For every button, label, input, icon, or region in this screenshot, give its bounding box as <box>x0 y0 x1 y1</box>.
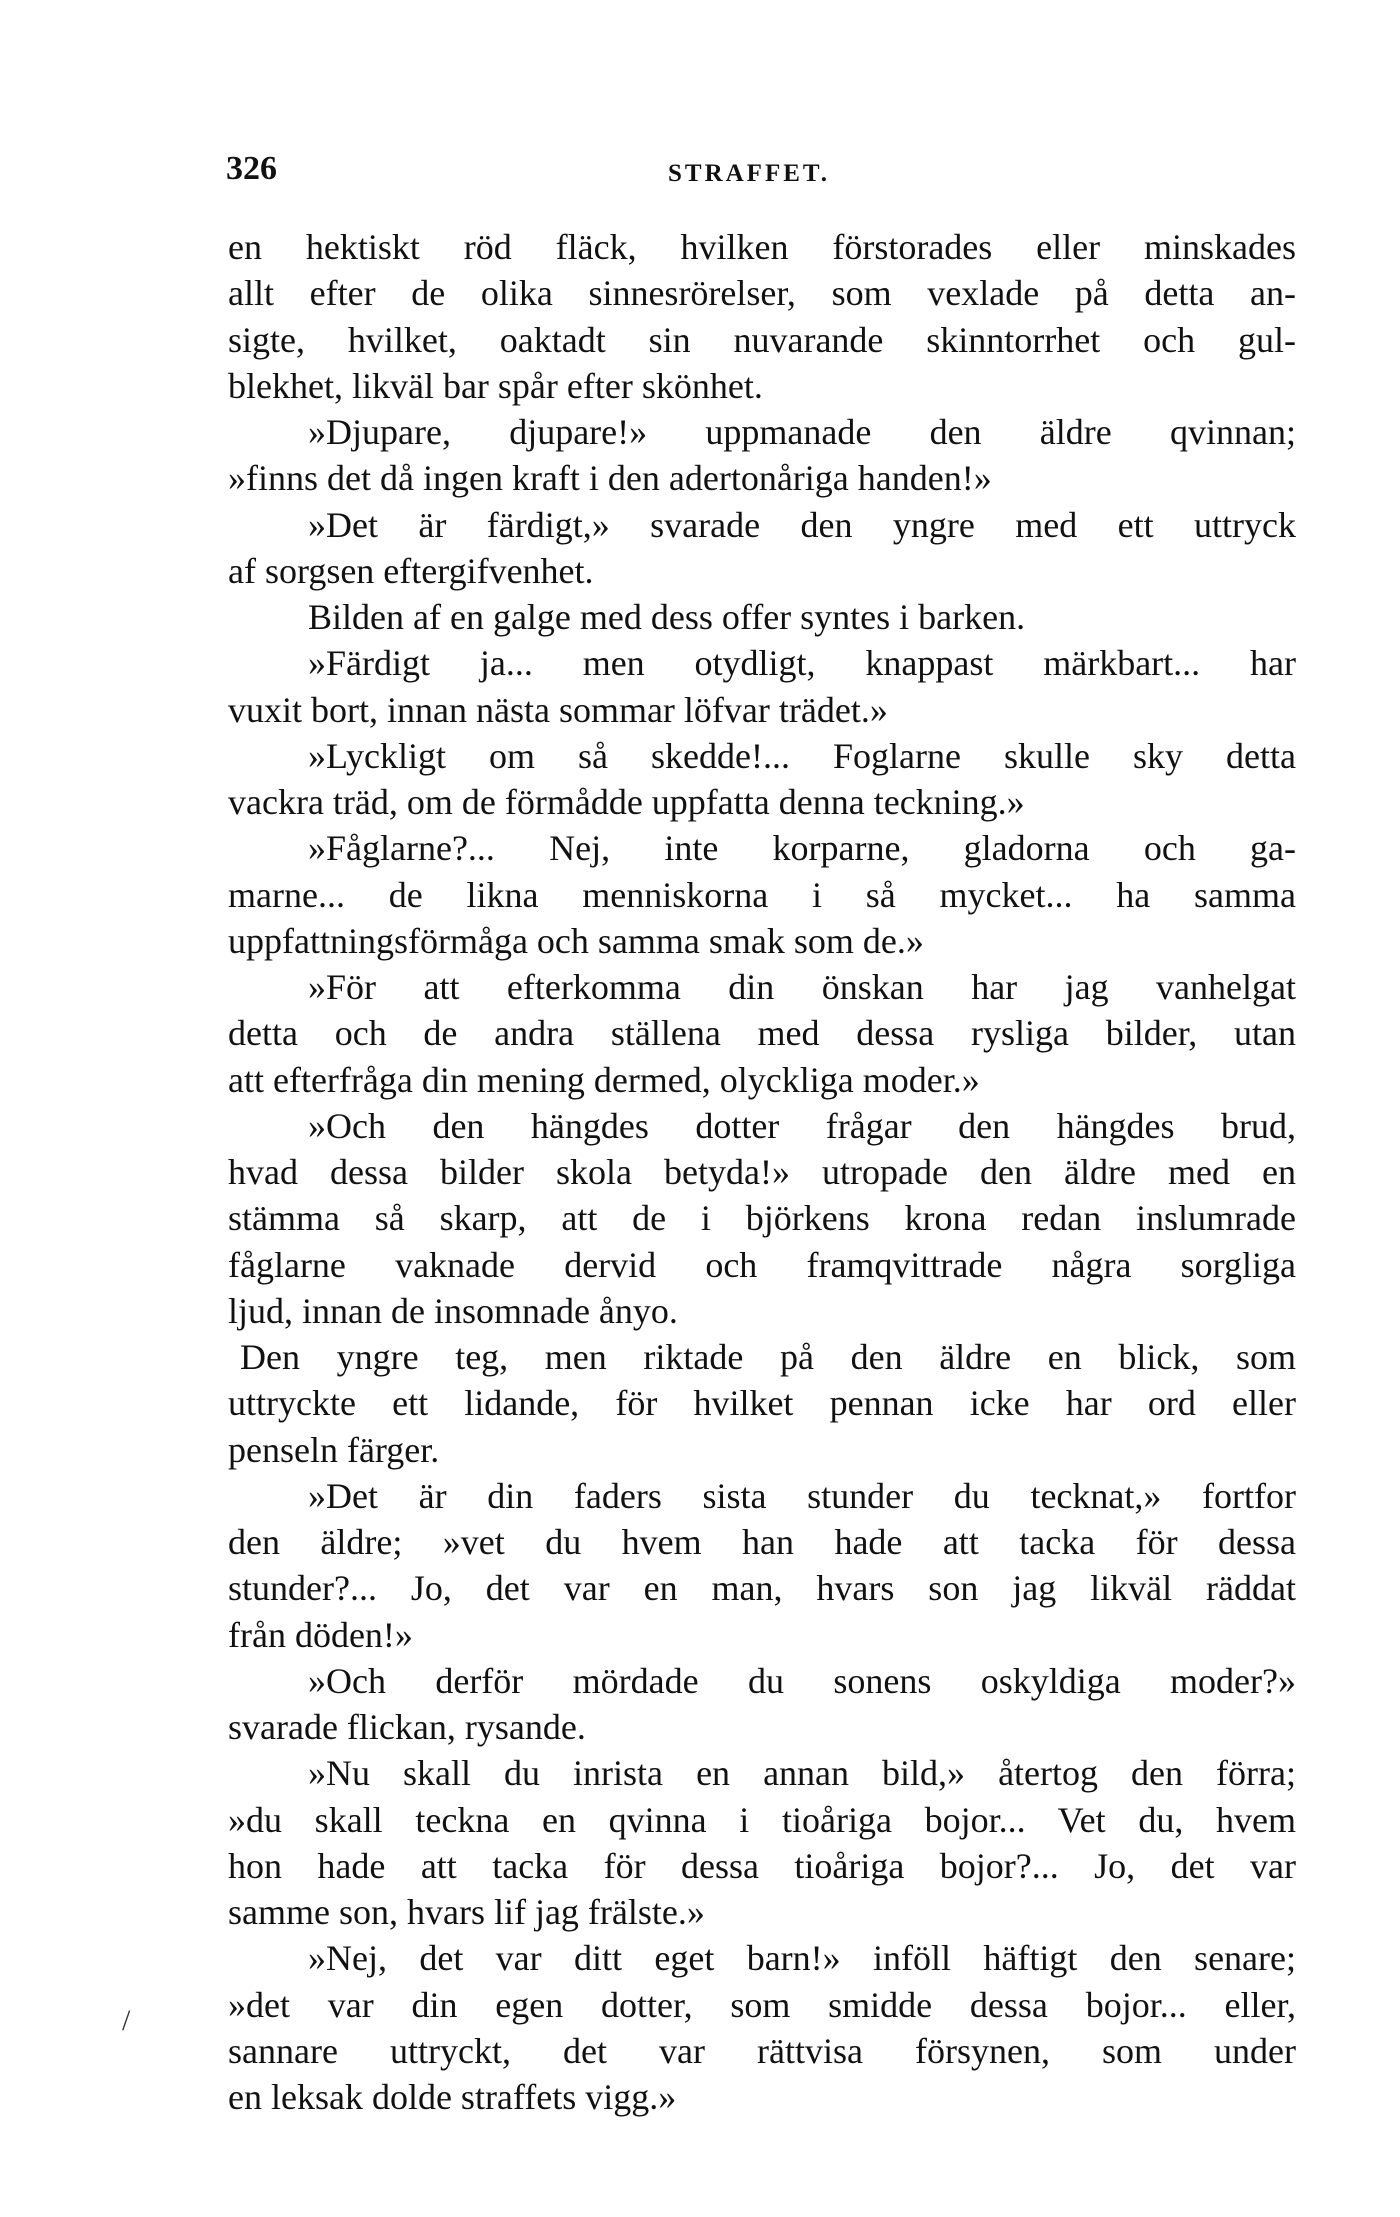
text-line: »Fåglarne?... Nej, inte korparne, gladorna och ga- <box>308 828 1296 869</box>
text-line: »Och derför mördade du sonens oskyldiga moder?» <box>308 1660 1296 1701</box>
text-line: blekhet, likväl bar spår efter skönhet. <box>228 365 763 406</box>
text-body <box>228 224 1296 2120</box>
text-line: fåglarne vaknade dervid och framqvittrade några sorgliga <box>228 1244 1296 1285</box>
text-line: sigte, hvilket, oaktadt sin nuvarande skinntorrhet och gul- <box>228 319 1296 360</box>
text-line: »Nu skall du inrista en annan bild,» återtog den förra; <box>308 1753 1296 1794</box>
text-line: stunder?... Jo, det var en man, hvars son jag likväl räddat <box>228 1568 1296 1609</box>
text-line: af sorgsen eftergifvenhet. <box>228 550 594 591</box>
text-line: Den yngre teg, men riktade på den äldre en blick, som <box>240 1337 1296 1377</box>
text-line: »För att efterkomma din önskan har jag vanhelgat <box>308 967 1296 1007</box>
text-line: »det var din egen dotter, som smidde dessa bojor... eller, <box>228 1984 1296 2025</box>
text-line: samme son, hvars lif jag frälste.» <box>228 1892 705 1932</box>
text-line: vackra träd, om de förmådde uppfatta denna teckning.» <box>228 782 1025 822</box>
text-line: Bilden af en galge med dess offer syntes i barken. <box>308 597 1026 637</box>
text-line: den äldre; »vet du hvem han hade att tacka för dessa <box>228 1522 1296 1562</box>
text-line: hon hade att tacka för dessa tioåriga bojor?... Jo, det var <box>228 1845 1296 1886</box>
text-line: penseln färger. <box>228 1429 440 1470</box>
text-line: svarade flickan, rysande. <box>228 1707 586 1747</box>
text-line: allt efter de olika sinnesrörelser, som vexlade på detta an- <box>228 273 1296 314</box>
text-line: en leksak dolde straffets vigg.» <box>228 2077 677 2117</box>
text-line: »Det är färdigt,» svarade den yngre med ett uttryck <box>308 504 1296 545</box>
text-line: »Färdigt ja... men otydligt, knappast märkbart... har <box>308 643 1296 684</box>
page-number: 326 <box>226 150 277 187</box>
text-line: en hektiskt röd fläck, hvilken förstorades eller minskades <box>228 227 1296 267</box>
text-line: marne... de likna menniskorna i så mycket... ha samma <box>228 874 1296 915</box>
text-line: »Djupare, djupare!» uppmanade den äldre qvinnan; <box>308 412 1296 452</box>
text-line: detta och de andra ställena med dessa rysliga bilder, utan <box>228 1013 1296 1054</box>
text-line: »Nej, det var ditt eget barn!» inföll häftigt den senare; <box>308 1938 1296 1979</box>
text-line: »Det är din faders sista stunder du tecknat,» fortfor <box>308 1475 1296 1516</box>
text-line: sannare uttryckt, det var rättvisa försynen, som under <box>228 2030 1296 2071</box>
text-line: uppfattningsförmåga och samma smak som de.» <box>228 920 924 961</box>
running-title: STRAFFET. <box>668 160 830 187</box>
margin-mark: / <box>122 2004 131 2037</box>
text-line: att efterfråga din mening dermed, olyckliga moder.» <box>228 1059 980 1100</box>
text-line: stämma så skarp, att de i björkens krona redan inslumrade <box>228 1198 1296 1239</box>
text-line: »Och den hängdes dotter frågar den hängdes brud, <box>308 1105 1296 1146</box>
text-line: ljud, innan de insomnade ånyo. <box>228 1290 678 1331</box>
text-line: hvad dessa bilder skola betyda!» utropade den äldre med en <box>228 1152 1296 1192</box>
text-line: från döden!» <box>228 1614 413 1655</box>
text-line: uttryckte ett lidande, för hvilket pennan icke har ord eller <box>228 1383 1296 1424</box>
text-line: vuxit bort, innan nästa sommar löfvar trädet.» <box>228 689 888 730</box>
text-line: »du skall teckna en qvinna i tioåriga bojor... Vet du, hvem <box>228 1799 1296 1840</box>
text-line: »Lyckligt om så skedde!... Foglarne skulle sky detta <box>308 735 1296 776</box>
text-line: »finns det då ingen kraft i den adertonåriga handen!» <box>228 458 992 499</box>
page-header <box>226 150 1306 200</box>
